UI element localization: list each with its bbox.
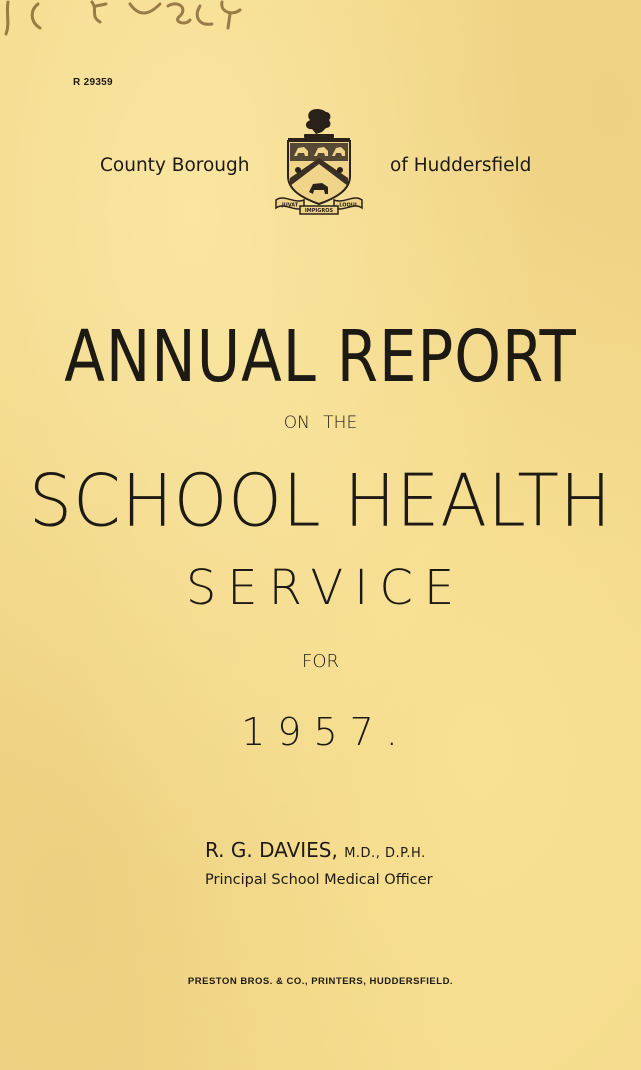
- title-school-health: SCHOOL HEALTH: [28, 459, 613, 544]
- motto-center: IMPIGROS: [304, 208, 334, 214]
- title-service: SERVICE: [185, 560, 466, 616]
- author-degrees: M.D., D.P.H.: [344, 846, 426, 861]
- borough-name: of Huddersfield: [390, 155, 532, 176]
- motto-left: JUVAT: [281, 202, 299, 209]
- author-name-line: [205, 838, 426, 862]
- title-annual-report: ANNUAL REPORT: [64, 314, 577, 399]
- title-for: FOR: [301, 651, 340, 672]
- title-on-the: ON THE: [283, 413, 358, 433]
- author-name: R. G. DAVIES,: [205, 838, 338, 862]
- printer-credit: PRESTON BROS. & CO., PRINTERS, HUDDERSFIELD.: [187, 976, 454, 987]
- report-year: 1957.: [241, 710, 410, 754]
- reference-number: R 29359: [73, 77, 113, 88]
- borough-label: County Borough: [100, 155, 250, 176]
- motto-right: LOQUI: [339, 202, 357, 209]
- author-role: Principal School Medical Officer: [205, 872, 433, 888]
- handwritten-marks-icon: [0, 0, 260, 40]
- coat-of-arms-icon: [274, 108, 364, 216]
